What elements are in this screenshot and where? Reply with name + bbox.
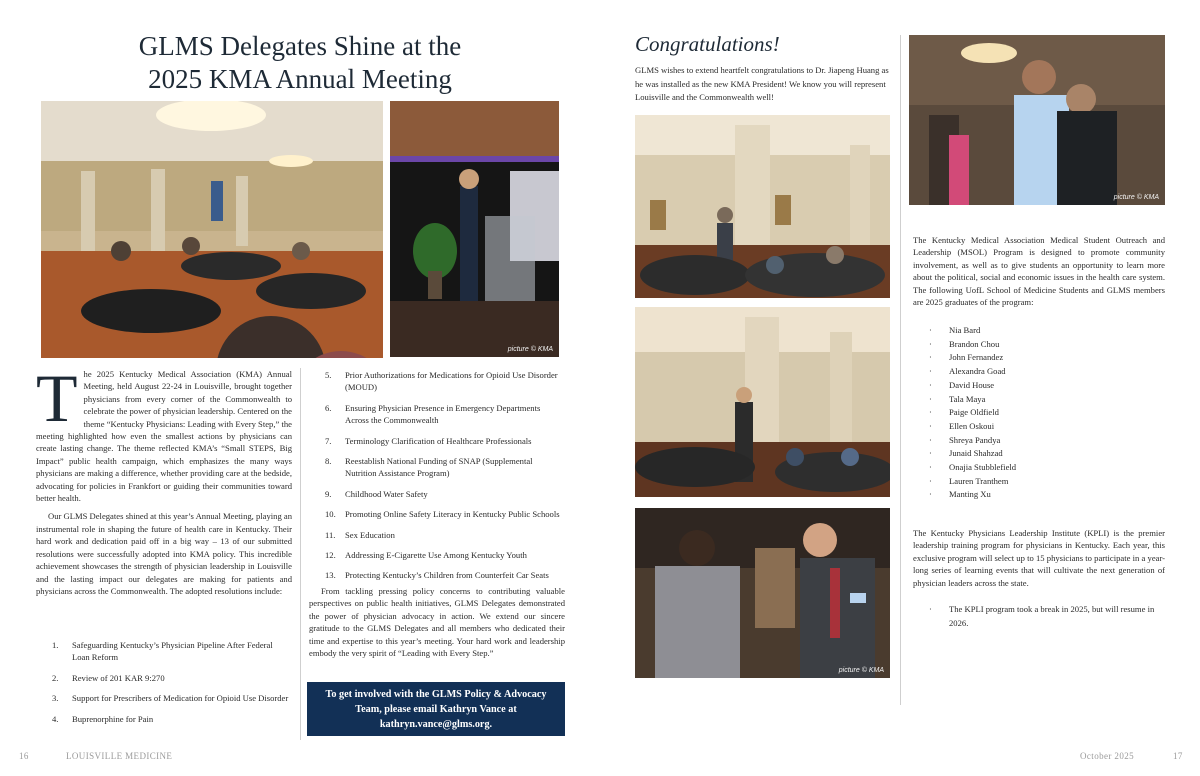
resolution-item: 6. Ensuring Physician Presence in Emergency Departments Across the Commonwealth [325,402,541,426]
resolution-item: 10. Promoting Online Safety Literacy in Kentucky Public Schools [325,509,560,520]
networking-photo [635,508,890,678]
column-divider [900,35,901,705]
page-number-right: 17 [1173,751,1183,761]
list-item: · Onajia Stubblefield [913,461,1165,475]
list-item: · Shreya Pandya [913,434,1165,448]
resolution-item: 13. Protecting Kentucky’s Children from Counterfeit Car Seats [325,570,549,581]
resolution-item: 3. Support for Prescribers of Medication for Opioid Use Disorder [52,693,289,704]
article-title [70,30,530,96]
callout-email-link[interactable]: kathryn.vance@glms.org. [379,718,493,730]
resolution-item: 1. Safeguarding Kentucky’s Physician Pipeline After Federal Loan Reform [52,640,273,663]
list-item: · The KPLI program took a break in 2025, but will resume in 2026. [913,603,1165,630]
resolutions-list-part-2 [325,369,565,590]
list-item: · Manting Xu [913,488,1165,502]
closing-paragraph: From tackling pressing policy concerns to contributing valuable perspectives on public health initiatives, GLMS Delegates demonstrated the power of physician advocacy in action. We extend our sincere gratitude to the GLMS Delegates and all members who dedicated their time and expertise to this year’s meeting. Your hard work and leadership embody the very spirit of “Leading with Every Step.” [309,586,565,659]
list-item: · Junaid Shahzad [913,447,1165,461]
issue-date: October 2025 [1080,751,1135,761]
resolution-item: 11. Sex Education [325,529,395,540]
photo-credit: picture © KMA [1113,194,1159,201]
resolution-item: 7. Terminology Clarification of Healthcare Professionals [325,435,532,446]
resolution-item: 12. Addressing E-Cigarette Use Among Kentucky Youth [325,550,527,561]
photo-credit: picture © KMA [838,667,884,674]
page-number-left: 16 [19,751,29,761]
resolution-item: 9. Childhood Water Safety [325,488,428,499]
resolution-item: 5. Prior Authorizations for Medications for Opioid Use Disorder (MOUD) [325,370,558,393]
list-item: · John Fernandez [913,351,1165,365]
list-item: · Alexandra Goad [913,365,1165,379]
title-line-2: 2025 KMA Annual Meeting [148,64,452,94]
graduates-list [913,324,1165,502]
get-involved-callout [307,682,565,736]
congrats-text: GLMS wishes to extend heartfelt congratulations to Dr. Jiapeng Huang as he was installed as the new KMA President! We know you will represent Louisville and the Commonwealth well! [635,65,889,103]
ballroom-photo [41,101,383,358]
publication-name: LOUISVILLE MEDICINE [66,751,173,761]
list-item: · Brandon Chou [913,338,1165,352]
intro-paragraph: he 2025 Kentucky Medical Association (KMA) Annual Meeting, held August 22-24 in Louisville, brought together physicians from every corner of the Commonwealth to celebrate the power of physician leadership. Centered on the theme “Kentucky Physicians: Leading with Every Step,” the meeting highlighted how even the smallest actions by physicians can create lasting change. The theme reflected KMA’s “Small STEPS, Big Impact” public health campaign, which emphasizes the many ways physicians are making a difference, whether providing care at the bedside, advocating for policies in Frankfort or guiding their communities toward better health. [36,369,292,504]
drop-cap: T [36,360,78,436]
resolution-item: 8. Reestablish National Funding of SNAP (Supplemental Nutrition Assistance Program) [325,456,533,479]
list-item: · Ellen Oskoui [913,420,1165,434]
congrats-heading: Congratulations! [635,32,780,56]
list-item: · Nia Bard [913,324,1165,338]
title-line-1: GLMS Delegates Shine at the [138,31,462,61]
kpli-paragraph: The Kentucky Physicians Leadership Institute (KPLI) is the premier leadership training program for physicians in Kentucky. Each year, this exclusive program will select up to 15 physicians to participate in a year-long series of learning events that will cultivate the next generation of physician leaders across the state. [913,528,1165,588]
list-item: · Lauren Tranthem [913,475,1165,489]
article-column-1 [36,360,292,603]
callout-line-1: To get involved with the GLMS Policy & Advocacy [325,688,547,700]
resolution-item: 4. Buprenorphine for Pain [52,713,154,724]
list-item: · Tala Maya [913,393,1165,407]
callout-line-2: Team, please email Kathryn Vance at [355,703,517,715]
meeting-room-photo-1 [635,115,890,298]
resolution-item: 2. Review of 201 KAR 9:270 [52,672,165,683]
delegates-paragraph: Our GLMS Delegates shined at this year’s Annual Meeting, playing an instrumental role in shaping the future of health care in Kentucky. Their hard work and dedication paid off in a big way – 13 of our submitted resolutions were successfully adopted into KMA policy. This incredible achievement showcases the strength of physician leadership in Louisville and the lasting impact our delegates are making for patients and physicians across the Commonwealth. The adopted resolutions include: [36,511,292,596]
list-item: · Paige Oldfield [913,406,1165,420]
two-people-photo [909,35,1165,205]
kpli-bullet [913,603,1165,630]
resolutions-list-part-1 [52,639,292,733]
msol-paragraph: The Kentucky Medical Association Medical Student Outreach and Leadership (MSOL) Program is designed to promote community involvement, as well as to give students an opportunity to learn more about the political, social and economic issues in the health care system. The following UofL School of Medicine Students and GLMS members are 2025 graduates of the program: [913,235,1165,308]
podium-speaker-photo [390,101,559,357]
column-divider [300,368,301,740]
list-item: · David House [913,379,1165,393]
meeting-room-photo-2 [635,307,890,497]
photo-credit: picture © KMA [507,346,553,353]
